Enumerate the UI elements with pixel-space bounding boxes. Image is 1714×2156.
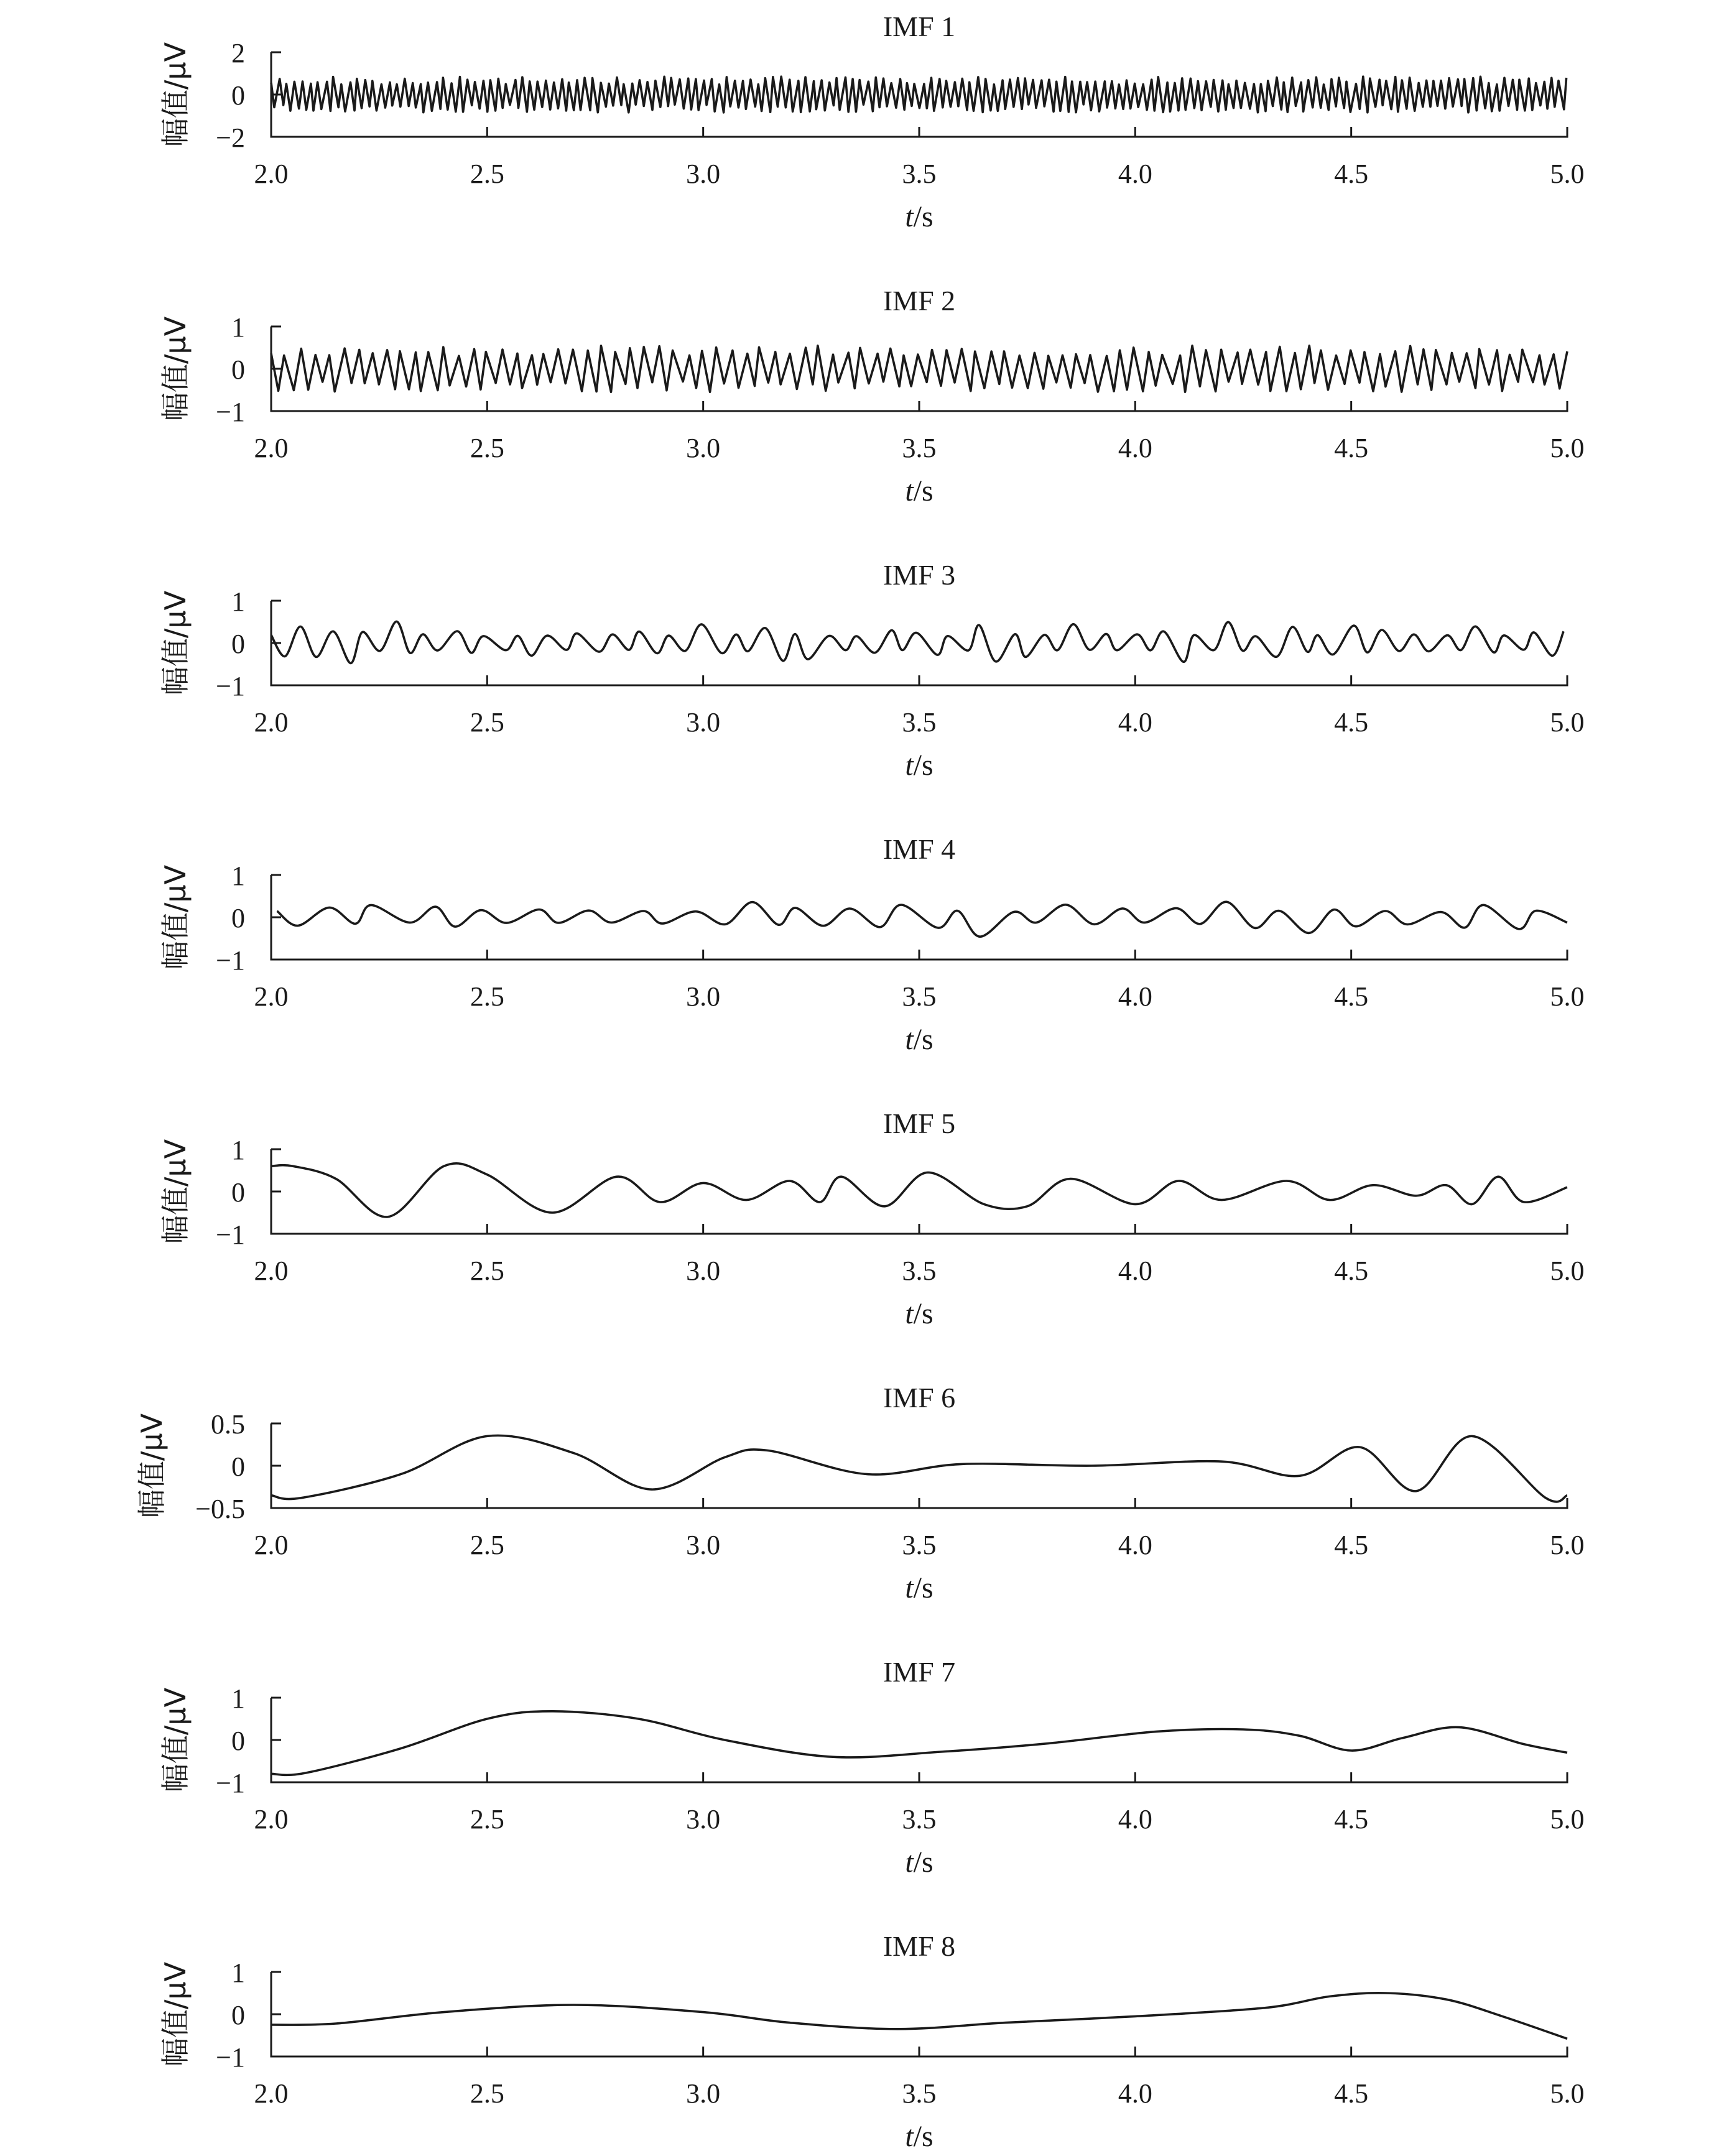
y-tick-label: −2: [216, 123, 245, 153]
x-tick-label: 4.5: [1334, 1530, 1369, 1560]
x-axis-label-var: t: [905, 2120, 914, 2153]
x-tick-label: 4.5: [1334, 159, 1369, 189]
x-tick-label: 3.5: [902, 433, 937, 463]
x-axis-label: [905, 1846, 933, 1879]
axis-lines: [271, 1423, 1567, 1508]
x-axis-label-var: t: [905, 200, 914, 233]
x-tick-label: 5.0: [1550, 159, 1585, 189]
y-tick-label: −1: [216, 945, 245, 976]
x-tick-label: 3.0: [686, 1530, 721, 1560]
panel-title: IMF 8: [882, 1930, 956, 1962]
x-axis-label-var: t: [905, 1571, 914, 1604]
y-tick-label: −1: [216, 397, 245, 427]
x-axis-label-var: t: [905, 1023, 914, 1056]
y-tick-label: −1: [216, 1768, 245, 1798]
x-tick-label: 4.0: [1118, 2078, 1152, 2109]
x-axis-label: [905, 474, 933, 507]
x-tick-label: 4.5: [1334, 1256, 1369, 1286]
x-tick-label: 2.0: [254, 1530, 289, 1560]
x-tick-label: 2.0: [254, 1256, 289, 1286]
y-tick-label: 0: [231, 629, 245, 659]
y-tick-label: 0: [231, 2000, 245, 2030]
x-tick-label: 2.0: [254, 433, 289, 463]
x-tick-label: 5.0: [1550, 707, 1585, 738]
imf-6-trace: [271, 1435, 1567, 1502]
x-axis-label-unit: /s: [913, 1023, 933, 1056]
x-tick-label: 3.5: [902, 707, 937, 738]
x-tick-label: 4.0: [1118, 1256, 1152, 1286]
panel-title: IMF 3: [882, 559, 956, 591]
x-tick-label: 5.0: [1550, 1804, 1585, 1834]
x-tick-label: 5.0: [1550, 1530, 1585, 1560]
x-tick-label: 2.5: [470, 159, 504, 189]
panel-title: IMF 2: [882, 285, 956, 317]
axis-lines: [271, 1698, 1567, 1782]
x-axis-label: [905, 1571, 933, 1604]
y-tick-label: −0.5: [195, 1494, 245, 1524]
y-tick-label: 1: [231, 861, 245, 891]
y-axis-label: 幅值/μV: [135, 1413, 169, 1519]
x-tick-label: 2.5: [470, 981, 504, 1012]
x-tick-label: 3.0: [686, 707, 721, 738]
imf-5-trace: [271, 1164, 1567, 1217]
x-tick-label: 2.0: [254, 159, 289, 189]
panel-title: IMF 7: [882, 1656, 956, 1688]
x-axis-label-unit: /s: [913, 1297, 933, 1330]
y-tick-label: 0: [231, 80, 245, 111]
x-axis-label-unit: /s: [913, 2120, 933, 2153]
imf-panel-8: [159, 1930, 1585, 2153]
x-tick-label: 3.5: [902, 1804, 937, 1834]
imf-2-trace: [271, 346, 1567, 392]
x-tick-label: 3.0: [686, 2078, 721, 2109]
y-tick-label: 1: [231, 586, 245, 617]
x-tick-label: 2.5: [470, 1256, 504, 1286]
x-tick-label: 4.5: [1334, 981, 1369, 1012]
x-tick-label: 4.5: [1334, 1804, 1369, 1834]
panel-title: IMF 6: [882, 1382, 956, 1413]
x-axis-label-unit: /s: [913, 474, 933, 507]
x-tick-label: 4.0: [1118, 981, 1152, 1012]
x-tick-label: 2.0: [254, 1804, 289, 1834]
x-tick-label: 2.5: [470, 433, 504, 463]
x-tick-label: 3.0: [686, 433, 721, 463]
x-tick-label: 4.0: [1118, 707, 1152, 738]
panel-title: IMF 1: [882, 11, 956, 42]
x-tick-label: 3.0: [686, 1804, 721, 1834]
x-tick-label: 2.0: [254, 2078, 289, 2109]
x-tick-label: 2.5: [470, 1530, 504, 1560]
x-tick-label: 2.5: [470, 1804, 504, 1834]
y-tick-label: 0.5: [211, 1409, 245, 1440]
x-axis-label-var: t: [905, 474, 914, 507]
x-tick-label: 5.0: [1550, 2078, 1585, 2109]
x-axis-label: [905, 749, 933, 782]
x-tick-label: 4.0: [1118, 1804, 1152, 1834]
x-axis-label-unit: /s: [913, 1846, 933, 1879]
y-axis-label: 幅值/μV: [159, 1961, 192, 2067]
imf-panel-7: [159, 1656, 1585, 1879]
imf-panel-3: [159, 559, 1585, 782]
y-tick-label: 0: [231, 354, 245, 385]
x-tick-label: 2.0: [254, 707, 289, 738]
imf-8-trace: [271, 1993, 1567, 2039]
y-tick-label: 0: [231, 1726, 245, 1756]
y-tick-label: −1: [216, 1219, 245, 1250]
y-axis-label: 幅值/μV: [159, 590, 192, 696]
imf-7-trace: [271, 1711, 1567, 1775]
x-axis-label: [905, 1297, 933, 1330]
x-tick-label: 3.0: [686, 159, 721, 189]
x-axis-label-unit: /s: [913, 200, 933, 233]
imf-panel-1: [159, 11, 1585, 233]
imf-panel-5: [159, 1108, 1585, 1330]
x-tick-label: 4.0: [1118, 433, 1152, 463]
x-tick-label: 5.0: [1550, 981, 1585, 1012]
y-tick-label: 1: [231, 1958, 245, 1988]
y-axis-label: 幅值/μV: [159, 1139, 192, 1244]
x-tick-label: 4.0: [1118, 1530, 1152, 1560]
imf-panel-6: [135, 1382, 1585, 1604]
panel-title: IMF 4: [882, 833, 956, 865]
y-axis-label: 幅值/μV: [159, 316, 192, 422]
axis-lines: [271, 1149, 1567, 1234]
y-tick-label: 1: [231, 1135, 245, 1165]
y-tick-label: 1: [231, 1683, 245, 1714]
y-tick-label: 0: [231, 1177, 245, 1208]
panel-title: IMF 5: [882, 1108, 956, 1139]
axis-lines: [271, 1972, 1567, 2057]
x-axis-label: [905, 200, 933, 233]
imf-1-trace: [271, 76, 1567, 113]
x-axis-label-var: t: [905, 1846, 914, 1879]
x-tick-label: 3.5: [902, 1256, 937, 1286]
x-tick-label: 5.0: [1550, 433, 1585, 463]
y-tick-label: 2: [231, 38, 245, 68]
x-tick-label: 3.0: [686, 1256, 721, 1286]
x-axis-label: [905, 2120, 933, 2153]
x-tick-label: 2.5: [470, 707, 504, 738]
x-tick-label: 3.5: [902, 159, 937, 189]
x-axis-label: [905, 1023, 933, 1056]
imf-panel-2: [159, 285, 1585, 507]
x-tick-label: 5.0: [1550, 1256, 1585, 1286]
x-tick-label: 4.5: [1334, 707, 1369, 738]
y-axis-label: 幅值/μV: [159, 42, 192, 147]
x-tick-label: 3.0: [686, 981, 721, 1012]
axis-lines: [271, 326, 1567, 411]
imf-3-trace: [271, 621, 1563, 663]
imf-panel-4: [159, 833, 1585, 1056]
y-axis-label: 幅值/μV: [159, 864, 192, 970]
x-axis-label-var: t: [905, 1297, 914, 1330]
x-tick-label: 2.5: [470, 2078, 504, 2109]
x-axis-label-var: t: [905, 749, 914, 782]
y-axis-label: 幅值/μV: [159, 1687, 192, 1793]
x-tick-label: 3.5: [902, 981, 937, 1012]
y-tick-label: 0: [231, 1451, 245, 1482]
imf-4-trace: [277, 902, 1568, 937]
x-tick-label: 4.5: [1334, 2078, 1369, 2109]
x-axis-label-unit: /s: [913, 1571, 933, 1604]
y-tick-label: −1: [216, 2042, 245, 2073]
y-tick-label: 1: [231, 312, 245, 343]
x-tick-label: 2.0: [254, 981, 289, 1012]
y-tick-label: −1: [216, 671, 245, 701]
y-tick-label: 0: [231, 903, 245, 933]
x-tick-label: 3.5: [902, 2078, 937, 2109]
x-tick-label: 4.5: [1334, 433, 1369, 463]
x-axis-label-unit: /s: [913, 749, 933, 782]
x-tick-label: 4.0: [1118, 159, 1152, 189]
x-tick-label: 3.5: [902, 1530, 937, 1560]
